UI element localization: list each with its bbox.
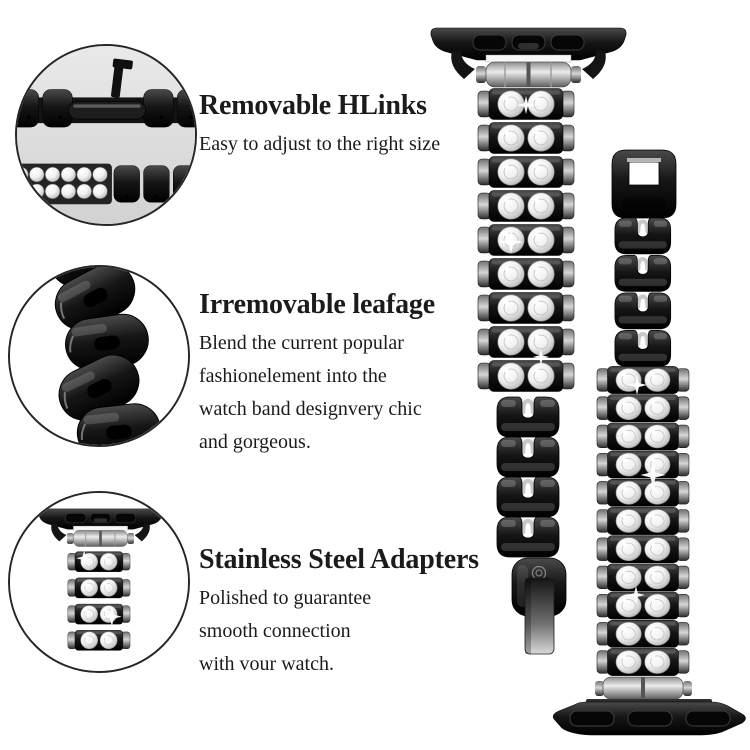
feature-line: with vour watch. <box>199 653 334 675</box>
feature-line: smooth connection <box>199 620 351 642</box>
inset-photo-adapter <box>8 491 190 673</box>
bottom-adapter <box>553 699 745 735</box>
feature-leafage <box>199 288 435 459</box>
inset-photo-leafage <box>8 265 190 447</box>
leafage-closeup-art <box>10 267 188 445</box>
feature-line: and gorgeous. <box>199 431 311 453</box>
feature-line: Blend the current popular <box>199 332 404 354</box>
lower-chain <box>17 164 195 205</box>
buckle <box>612 150 676 218</box>
feature-title: Stainless Steel Adapters <box>199 544 479 575</box>
feature-hlinks <box>199 89 440 161</box>
product-photo-right-band <box>552 145 750 745</box>
feature-line: Easy to adjust to the right size <box>199 133 441 155</box>
feature-line: Polished to guarantee <box>199 587 372 609</box>
feature-title: Removable HLinks <box>199 90 427 121</box>
hlinks-closeup-art <box>17 46 195 224</box>
adapter-closeup-art <box>10 493 188 671</box>
feature-line: fashionelement into the <box>199 365 387 387</box>
inset-photo-hlinks <box>15 44 197 226</box>
feature-line: watch band designvery chic <box>199 398 422 420</box>
feature-title: Irremovable leafage <box>199 289 435 320</box>
